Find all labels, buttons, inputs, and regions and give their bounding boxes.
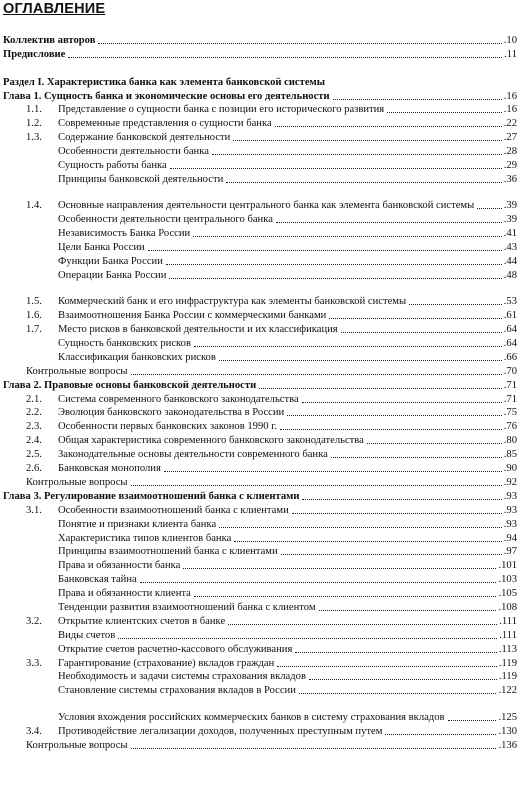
toc-entry-page: .130 [498,725,517,737]
toc-entry-label: Современные представления о сущности банка [58,118,272,130]
toc-entry [0,47,523,61]
dot-leader [148,250,502,251]
dot-leader [302,402,502,403]
toc-entry-label: Содержание банковской деятельности [58,132,231,144]
dot-leader [118,638,497,639]
toc-entry-page: .85 [503,449,517,461]
toc-entry-number: 1.5. [26,296,42,308]
toc-entry-page: .27 [503,132,517,144]
toc-entry-page: .64 [503,324,517,336]
dot-leader [292,513,502,514]
toc-entry [0,364,523,378]
dot-leader [228,624,497,625]
toc-entry [0,116,523,130]
dot-leader [234,541,501,542]
toc-entry [0,600,523,614]
dot-leader [194,346,502,347]
toc-entry-number: 1.1. [26,104,42,116]
toc-entry [0,392,523,406]
dot-leader [331,457,502,458]
toc-entry [0,724,523,738]
dot-leader [164,471,502,472]
toc-entry-page: .71 [503,393,517,405]
dot-leader [194,596,497,597]
toc-entry-page: .119 [498,671,517,683]
toc-entry-label: Тенденции развития взаимоотношений банка с клиентом [58,601,316,613]
toc-entry-number: 2.2. [26,407,42,419]
toc-entry-page: .16 [503,90,517,102]
toc-entry [0,614,523,628]
toc-entry [0,489,523,503]
toc-entry-label: Особенности деятельности центрального банка [58,214,273,226]
toc-entry-number: 2.3. [26,421,42,433]
toc-entry-label: Глава 3. Регулирование взаимоотношений банка с клиентами [3,490,300,502]
toc-entry-page: .39 [503,200,517,212]
toc-entry [0,130,523,144]
toc-entry-label: Банковская тайна [58,574,137,586]
toc-entry-page: .111 [499,615,517,627]
toc-entry [0,336,523,350]
toc-entry-page: .93 [503,490,517,502]
toc-entry-page: .113 [498,643,517,655]
toc-entry-number: 2.1. [26,393,42,405]
toc-entry-page: .105 [498,588,517,600]
toc-entry-label: Эволюция банковского законодательства в России [58,407,285,419]
toc-entry-page: .39 [503,214,517,226]
toc-entry-label: Характеристика типов клиентов банка [58,532,232,544]
toc-entry-label: Особенности деятельности банка [58,146,209,158]
dot-leader [131,485,502,486]
toc-entry-page: .111 [499,629,517,641]
toc-entry-label: Контрольные вопросы [26,739,128,751]
toc-entry [0,697,523,724]
toc-entry-number: 1.2. [26,118,42,130]
toc-entry-label: Раздел I. Характеристика банка как элемента банковской системы [3,76,326,88]
toc-entry-number: 3.1. [26,504,42,516]
toc-entry [0,75,523,89]
dot-leader [212,154,502,155]
dot-leader [219,360,502,361]
dot-leader [170,168,502,169]
toc-entry-label: Гарантирование (страхование) вкладов граждан [58,657,275,669]
dot-leader [259,388,502,389]
toc-entry-label: Основные направления деятельности центрального банка как элемента банковской системы [58,200,475,212]
dot-leader [333,99,502,100]
toc-entry-label: Сущность банковских рисков [58,338,191,350]
toc-entry [0,33,523,47]
toc-entry-number: 2.6. [26,463,42,475]
toc-entry-number: 3.4. [26,725,42,737]
toc-entry-number: 3.2. [26,615,42,627]
toc-entry-label: Классификация банковских рисков [58,351,216,363]
toc-entry-number: 3.3. [26,657,42,669]
toc-entry [0,406,523,420]
toc-entry-label: Права и обязанности банка [58,560,181,572]
toc-entry [0,172,523,186]
toc-entry [0,419,523,433]
toc-entry-label: Операции Банка России [58,269,167,281]
toc-entry-label: Виды счетов [58,629,116,641]
toc-entry [0,545,523,559]
table-of-contents [0,33,523,752]
dot-leader [226,182,502,183]
toc-entry-page: .103 [498,574,517,586]
toc-entry-label: Необходимость и задачи системы страхования вкладов [58,671,306,683]
dot-leader [287,415,502,416]
toc-entry-label: Принципы взаимоотношений банка с клиентами [58,546,278,558]
toc-entry-number: 2.5. [26,449,42,461]
toc-entry-label: Особенности взаимоотношений банка с клиентами [58,504,289,516]
dot-leader [319,610,497,611]
toc-entry-number: 2.4. [26,435,42,447]
toc-entry-label: Независимость Банка России [58,228,191,240]
toc-entry [0,322,523,336]
toc-entry [0,268,523,282]
dot-leader [131,374,502,375]
dot-leader [275,126,502,127]
toc-entry-label: Функции Банка России [58,255,163,267]
toc-entry [0,433,523,447]
toc-entry [0,558,523,572]
toc-entry [0,656,523,670]
toc-entry-label: Принципы банковской деятельности [58,173,224,185]
toc-entry-page: .94 [503,532,517,544]
toc-entry-label: Сущность работы банка [58,160,167,172]
toc-entry-label: Противодействие легализации доходов, полученных преступным путем [58,725,383,737]
dot-leader [280,429,502,430]
toc-entry-page: .36 [503,173,517,185]
toc-entry [0,240,523,254]
dot-leader [329,318,501,319]
dot-leader [131,748,497,749]
toc-entry [0,586,523,600]
toc-entry-label: Коммерческий банк и его инфраструктура как элементы банковской системы [58,296,407,308]
toc-entry [0,461,523,475]
toc-entry-page: .75 [503,407,517,419]
dot-leader [219,527,502,528]
toc-entry [0,89,523,103]
toc-entry-page: .64 [503,338,517,350]
toc-entry [0,103,523,117]
toc-entry-page: .92 [503,476,517,488]
toc-entry [0,226,523,240]
dot-leader [193,236,502,237]
dot-leader [140,582,497,583]
toc-entry-page: .70 [503,365,517,377]
toc-entry-page: .101 [498,560,517,572]
toc-entry [0,517,523,531]
toc-entry-page: .22 [503,118,517,130]
toc-entry-label: Банковская монополия [58,463,161,475]
dot-leader [98,43,501,44]
dot-leader [387,112,502,113]
toc-entry [0,447,523,461]
toc-entry-label: Глава 2. Правовые основы банковской деятельности [3,379,257,391]
toc-entry-page: .80 [503,435,517,447]
toc-entry-label: Открытие счетов расчетно-кассового обслуживания [58,643,293,655]
toc-entry-page: .136 [498,739,517,751]
toc-entry [0,683,523,697]
toc-entry [0,350,523,364]
dot-leader [302,499,501,500]
toc-entry-number: 1.6. [26,310,42,322]
toc-entry-label: Представление о сущности банка с позиции его исторического развития [58,104,385,116]
dot-leader [309,679,497,680]
toc-entry [0,254,523,268]
dot-leader [385,734,496,735]
toc-entry-label: Система современного банковского законодательства [58,393,299,405]
toc-entry [0,642,523,656]
toc-entry-label: Права и обязанности клиента [58,588,191,600]
toc-entry-label: Контрольные вопросы [26,365,128,377]
toc-entry-page: .71 [503,379,517,391]
page-title: ОГЛАВЛЕНИЕ [3,1,106,17]
toc-entry [0,572,523,586]
toc-entry [0,308,523,322]
toc-entry-page: .43 [503,242,517,254]
toc-entry-page: .66 [503,351,517,363]
toc-entry-label: Становление системы страхования вкладов в России [58,685,296,697]
toc-entry-label: Понятие и признаки клиента банка [58,518,217,530]
toc-entry [0,628,523,642]
toc-entry-page: .108 [498,601,517,613]
toc-entry-label: Законодательные основы деятельности современного банка [58,449,328,461]
toc-entry-page: .29 [503,160,517,172]
toc-entry-page: .97 [503,546,517,558]
toc-entry [0,503,523,517]
toc-entry-label: Особенности первых банковских законов 1990 г. [58,421,277,433]
toc-entry-label: Цели Банка России [58,242,145,254]
toc-entry-page: .48 [503,269,517,281]
toc-entry [0,738,523,752]
toc-entry-number: 1.7. [26,324,42,336]
toc-entry [0,282,523,309]
toc-entry-page: .93 [503,518,517,530]
toc-entry-page: .76 [503,421,517,433]
toc-entry-label: Взаимоотношения Банка России с коммерческими банками [58,310,327,322]
dot-leader [477,208,502,209]
toc-entry-page: .41 [503,228,517,240]
dot-leader [277,666,497,667]
toc-entry [0,144,523,158]
dot-leader [233,140,501,141]
toc-entry [0,212,523,226]
dot-leader [448,720,497,721]
dot-leader [166,264,502,265]
dot-leader [276,222,502,223]
toc-entry-page: .93 [503,504,517,516]
toc-entry-page: .125 [498,711,517,723]
toc-entry-page: .16 [503,104,517,116]
toc-entry-page: .61 [503,310,517,322]
toc-entry-label: Контрольные вопросы [26,476,128,488]
dot-leader [169,278,501,279]
toc-entry-page: .44 [503,255,517,267]
toc-entry-label: Коллектив авторов [3,34,96,46]
toc-entry-page: .119 [498,657,517,669]
toc-entry-page: .122 [498,685,517,697]
dot-leader [341,332,502,333]
toc-entry [0,475,523,489]
dot-leader [409,304,502,305]
toc-entry-page: .28 [503,146,517,158]
toc-entry-label: Глава 1. Сущность банка и экономические основы его деятельности [3,90,330,102]
dot-leader [367,443,502,444]
dot-leader [281,554,502,555]
dot-leader [68,57,502,58]
toc-entry-label: Предисловие [3,48,66,60]
toc-entry [0,186,523,213]
toc-entry-label: Место рисков в банковской деятельности и их классификация [58,324,338,336]
toc-entry-number: 1.3. [26,132,42,144]
toc-entry-number: 1.4. [26,200,42,212]
toc-entry-page: .90 [503,463,517,475]
toc-entry [0,670,523,684]
toc-entry-page: .11 [504,48,517,60]
toc-entry-page: .53 [503,296,517,308]
toc-entry-page: .10 [503,34,517,46]
dot-leader [295,652,497,653]
toc-entry-label: Общая характеристика современного банковского законодательства [58,435,364,447]
toc-entry-label: Открытие клиентских счетов в банке [58,615,226,627]
dot-leader [299,693,497,694]
toc-entry-label: Условия вхождения российских коммерческих банков в систему страхования вкладов [58,711,445,723]
toc-entry [0,158,523,172]
toc-entry [0,378,523,392]
toc-entry [0,531,523,545]
dot-leader [183,568,496,569]
